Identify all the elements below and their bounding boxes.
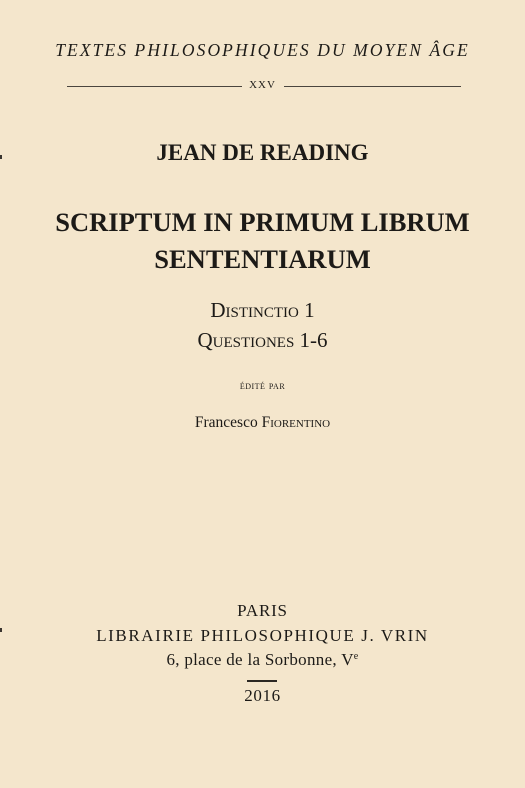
publisher-address-text: 6, place de la Sorbonne, V	[166, 650, 354, 669]
subtitle-distinctio: Distinctio 1	[210, 298, 315, 322]
editor-last-name: Fiorentino	[261, 414, 331, 431]
publisher-city: PARIS	[237, 601, 288, 620]
publication-year: 2016	[244, 686, 281, 705]
publisher-address	[0, 650, 525, 670]
crop-mark	[0, 628, 2, 632]
year-rule	[247, 680, 277, 682]
series-title: TEXTES PHILOSOPHIQUES DU MOYEN ÂGE	[55, 40, 470, 60]
series-rule-right	[284, 86, 461, 87]
book-title-line-2: SENTENTIARUM	[154, 244, 371, 274]
publisher-name: LIBRAIRIE PHILOSOPHIQUE J. VRIN	[96, 626, 429, 645]
editor-first-name: Francesco	[194, 414, 262, 431]
crop-mark	[0, 155, 2, 159]
series-number: XXV	[249, 79, 276, 91]
editor-name	[0, 414, 525, 432]
subtitle-questiones: Questiones 1-6	[197, 328, 328, 352]
publisher-address-superscript: e	[353, 651, 359, 662]
edited-by-label: édité par	[239, 380, 286, 392]
book-title-line-1: SCRIPTUM IN PRIMUM LIBRUM	[55, 207, 470, 237]
author-name: JEAN DE READING	[156, 140, 369, 165]
